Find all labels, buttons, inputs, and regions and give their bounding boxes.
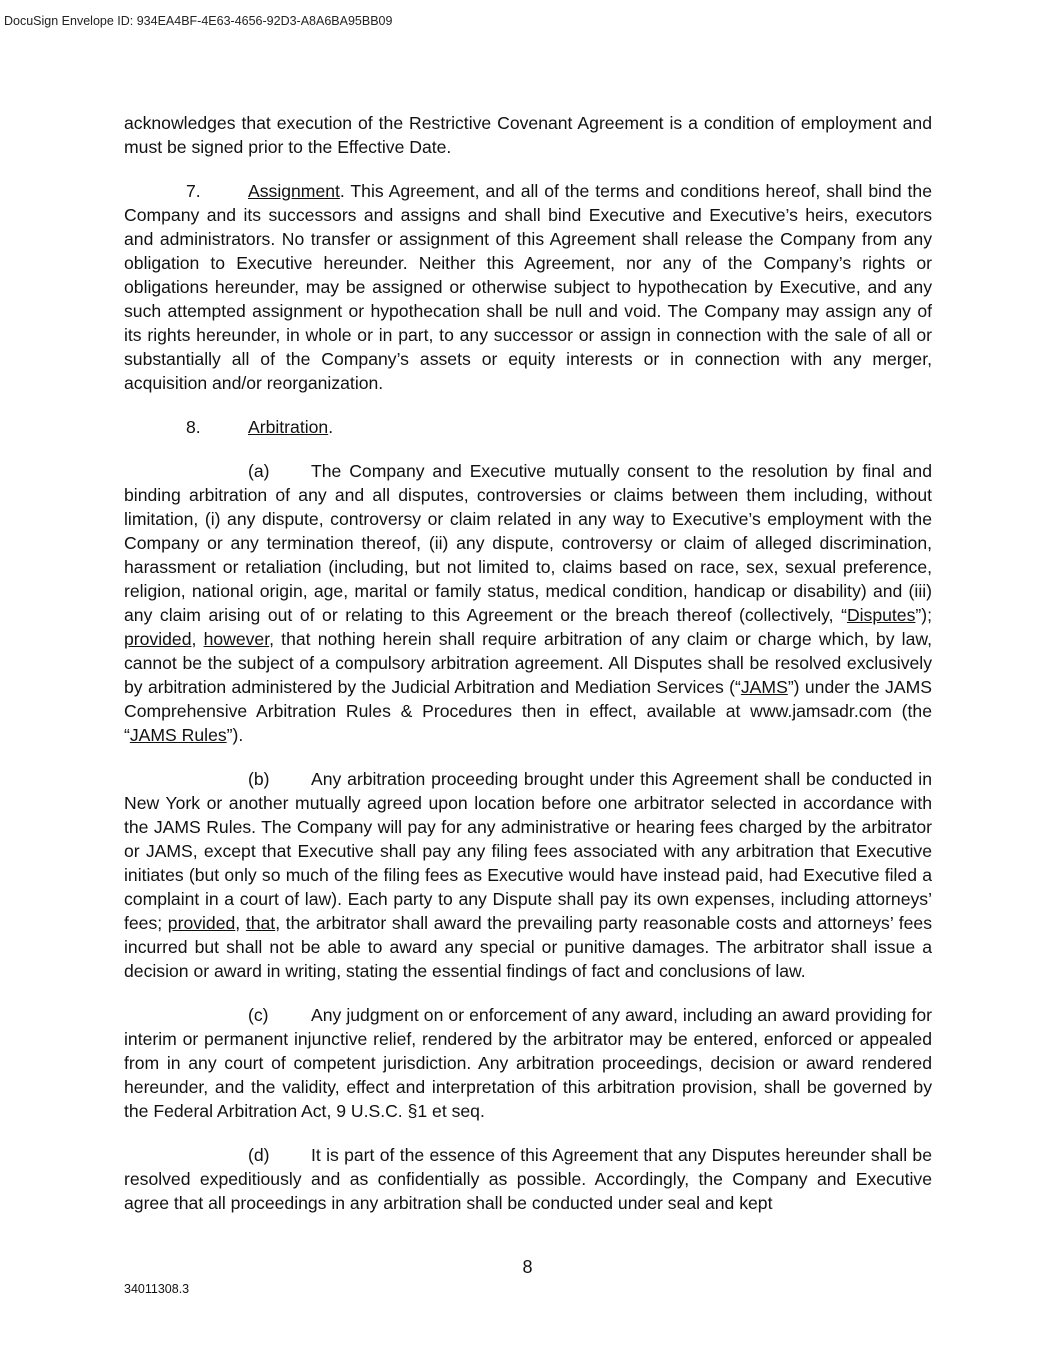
section-8a-text-6: ”). — [226, 725, 244, 745]
section-8a-text-1: The Company and Executive mutually consent to the resolution by final and binding arbitration of any and all disputes, controversies or claims between them including, without limitation, (i) any dispute, controversy or claim related in any way to Executive’s employment with the Company or any termination thereof, (ii) any dispute, controversy or claim of alleged discrimination, harassment or retaliation (including, but not limited to, claims based on race, sex, sexual preference, religion, national origin, age, marital or family status, medical condition, handicap or disability) and (iii) any claim arising out of or relating to this Agreement or the breach thereof (collectively, “ — [124, 461, 932, 625]
section-8a-label: (a) — [248, 461, 270, 481]
section-7-assignment — [124, 179, 932, 395]
page-number: 8 — [522, 1257, 533, 1277]
document-body — [124, 111, 932, 1215]
section-8b-text-1: Any arbitration proceeding brought under this Agreement shall be conducted in New York or another mutually agreed upon location before one arbitrator selected in accordance with the JAMS Rules. The Company will pay for any administrative or hearing fees charged by the arbitrator or JAMS, except that Executive shall pay any filing fees associated with any arbitration that Executive initiates (but only so much of the filing fees as Executive would have instead paid, had Executive filed a complaint in a court of law). Each party to any Dispute shall pay its own expenses, including attorneys’ fees; — [124, 769, 932, 933]
defined-term-disputes: Disputes — [846, 605, 916, 625]
section-8d-label: (d) — [248, 1145, 270, 1165]
defined-term-jams: JAMS — [740, 677, 788, 697]
section-8a-text-4: , that nothing herein shall require arbitration of any claim or charge which, by law, cannot be the subject of a compulsory arbitration agreement. All Disputes shall be resolved exclusively by arbitration administered by the Judicial Arbitration and Mediation Services (“ — [124, 629, 933, 697]
section-8-number: 8. — [186, 417, 201, 437]
term-that: that — [245, 913, 276, 933]
section-8-heading: Arbitration — [248, 417, 329, 437]
term-provided: provided — [124, 629, 192, 649]
intro-paragraph: acknowledges that execution of the Restrictive Covenant Agreement is a condition of employment and must be signed prior to the Effective Date. — [124, 113, 932, 157]
section-8c-label: (c) — [248, 1005, 269, 1025]
term-provided-b: provided — [167, 913, 236, 933]
section-7-heading: Assignment — [248, 181, 340, 201]
section-8-heading-line — [124, 415, 932, 439]
section-7-number: 7. — [186, 181, 201, 201]
section-8b-label: (b) — [248, 769, 270, 789]
section-8a-text-5: ”) under the JAMS Comprehensive Arbitration Rules & Procedures then in effect, available at www.jamsadr.com (the “ — [124, 677, 932, 745]
section-8d-text: It is part of the essence of this Agreement that any Disputes hereunder shall be resolved expeditiously and as confidentially as possible. Accordingly, the Company and Executive agree that all proceedings in any arbitration shall be conducted under seal and kept — [124, 1145, 932, 1213]
section-8a-text-2: ”); — [915, 605, 932, 625]
section-8b-text-3: , the arbitrator shall award the prevailing party reasonable costs and attorneys’ fees incurred but shall not be able to award any special or punitive damages. The arbitrator shall issue a decision or award in writing, stating the essential findings of fact and conclusions of law. — [124, 913, 933, 981]
section-8a-text-3: , — [191, 629, 204, 649]
section-8d — [124, 1143, 932, 1215]
section-8b-text-2: , — [235, 913, 246, 933]
section-7-text: . This Agreement, and all of the terms and conditions hereof, shall bind the Company and its successors and assigns and shall bind Executive and Executive’s heirs, executors and administrators. No transfer or assignment of this Agreement shall release the Company from any obligation to Executive hereunder. Neither this Agreement, nor any of the Company’s rights or obligations hereunder, may be assigned or otherwise subject to hypothecation by Executive, and any such attempted assignment or hypothecation shall be null and void. The Company may assign any of its rights hereunder, in whole or in part, to any successor or assign in connection with the sale of all or substantially all of the Company’s assets or equity interests or in connection with any merger, acquisition and/or reorganization. — [124, 181, 932, 393]
section-8a — [124, 459, 932, 747]
section-8-heading-suffix: . — [328, 417, 334, 437]
section-8b — [124, 767, 932, 983]
section-8c-text: Any judgment on or enforcement of any award, including an award providing for interim or permanent injunctive relief, rendered by the arbitrator may be entered, enforced or appealed from in any court of competent jurisdiction. Any arbitration proceedings, decision or award rendered hereunder, and the validity, effect and interpretation of this arbitration provision, shall be governed by the Federal Arbitration Act, 9 U.S.C. §1 et seq. — [124, 1005, 932, 1121]
docusign-envelope-id: DocuSign Envelope ID: 934EA4BF-4E63-4656-92D3-A8A6BA95BB09 — [4, 14, 393, 28]
term-however: however — [203, 629, 270, 649]
section-8c — [124, 1003, 932, 1123]
defined-term-jams-rules: JAMS Rules — [129, 725, 227, 745]
document-code: 34011308.3 — [124, 1282, 190, 1296]
